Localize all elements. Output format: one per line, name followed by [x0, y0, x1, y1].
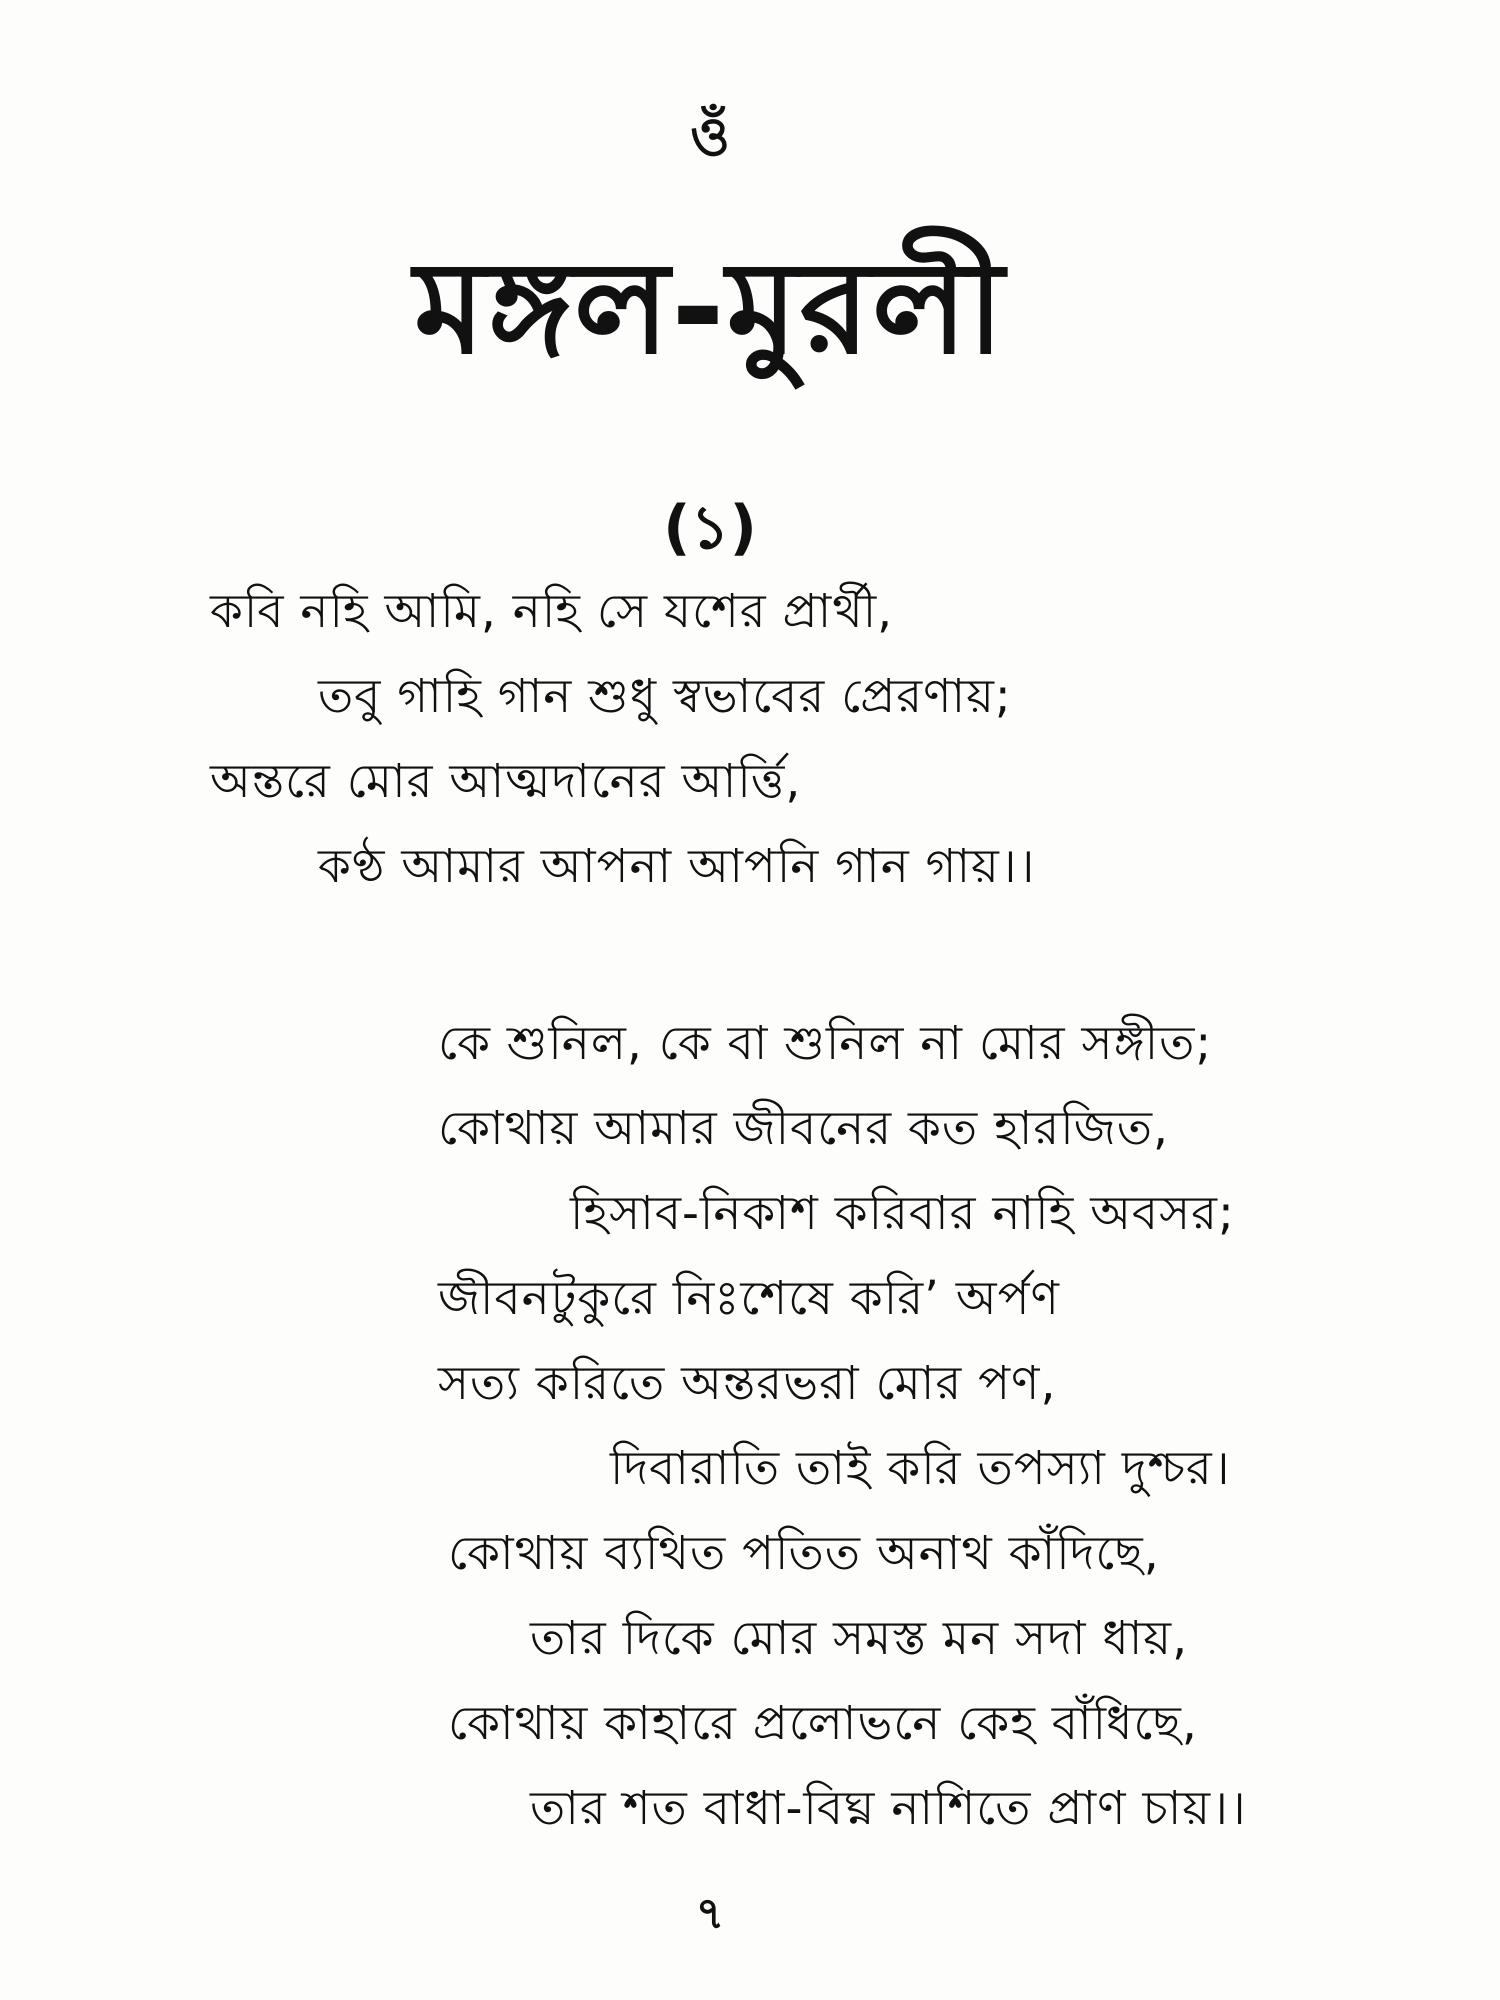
- page-number: ৭: [695, 1888, 725, 1939]
- poem-line: দিবারাতি তাই করি তপস্যা দুশ্চর।: [610, 1441, 1231, 1496]
- poem-line: হিসাব-নিকাশ করিবার নাহি অবসর;: [570, 1186, 1235, 1241]
- poem-line: তার শত বাধা-বিঘ্ন নাশিতে প্রাণ চায়।।: [530, 1781, 1247, 1836]
- poem-line: জীবনটুকুরে নিঃশেষে করি’ অর্পণ: [438, 1271, 1060, 1326]
- om-symbol: ওঁ: [690, 105, 730, 168]
- poem-line: কে শুনিল, কে বা শুনিল না মোর সঙ্গীত;: [438, 1016, 1213, 1071]
- poem-line: তবু গাহি গান শুধু স্বভাবের প্রেরণায়;: [318, 669, 1012, 724]
- page-title: মঙ্গল-মুরলী: [414, 234, 1006, 383]
- poem-line: সত্য করিতে অন্তরভরা মোর পণ,: [438, 1356, 1057, 1411]
- poem-line: কণ্ঠ আমার আপনা আপনি গান গায়।।: [318, 839, 1036, 894]
- section-number: (১): [663, 493, 757, 563]
- poem-line: কোথায় ব্যথিত পতিত অনাথ কাঁদিছে,: [448, 1526, 1160, 1581]
- poem-line: কোথায় কাহারে প্রলোভনে কেহ বাঁধিছে,: [448, 1696, 1198, 1751]
- poem-line: কবি নহি আমি, নহি সে যশের প্রার্থী,: [210, 584, 894, 639]
- poem-line: কোথায় আমার জীবনের কত হারজিত,: [438, 1101, 1169, 1156]
- poem-line: অন্তরে মোর আত্মদানের আর্ত্তি,: [210, 754, 802, 809]
- poem-line: তার দিকে মোর সমস্ত মন সদা ধায়,: [530, 1611, 1189, 1666]
